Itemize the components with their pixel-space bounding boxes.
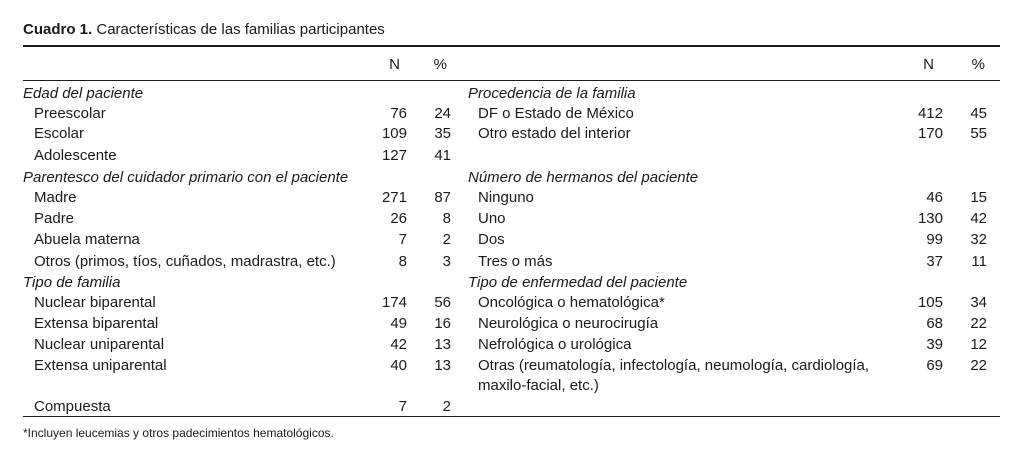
row-label: Padre	[34, 210, 75, 227]
row-percent: 22	[970, 357, 987, 374]
row-label: Otras (reumatología, infectología, neumología, cardiología, maxilo-facial, etc.)	[478, 357, 870, 394]
row-count: 271	[381, 189, 407, 206]
row-count: 26	[390, 210, 407, 227]
row-percent: 13	[434, 357, 451, 374]
row-label: Madre	[34, 189, 77, 206]
category-heading: Edad del paciente	[23, 85, 144, 102]
row-label: Extensa uniparental	[34, 357, 167, 374]
row-percent: 42	[970, 210, 987, 227]
row-count: 37	[926, 253, 943, 270]
row-label: Nuclear uniparental	[34, 336, 165, 353]
row-label: DF o Estado de México	[478, 105, 634, 122]
row-percent: 35	[434, 125, 451, 142]
header-rule	[23, 80, 1000, 81]
category-heading: Procedencia de la familia	[468, 85, 636, 102]
row-percent: 11	[971, 253, 987, 270]
row-label: Escolar	[34, 125, 85, 142]
row-percent: 45	[970, 105, 987, 122]
row-label: Uno	[478, 210, 506, 227]
row-label: Nefrológica o urológica	[478, 336, 632, 353]
category-heading: Número de hermanos del paciente	[468, 169, 699, 186]
row-count: 105	[917, 294, 943, 311]
row-count: 412	[917, 105, 943, 122]
row-count: 68	[926, 315, 943, 332]
row-percent: 15	[970, 189, 987, 206]
row-label: Nuclear biparental	[34, 294, 156, 311]
row-percent: 34	[970, 294, 987, 311]
row-count: 42	[390, 336, 407, 353]
row-percent: 3	[442, 253, 451, 270]
row-percent: 22	[970, 315, 987, 332]
category-heading: Tipo de enfermedad del paciente	[468, 274, 688, 291]
row-percent: 2	[442, 231, 451, 248]
column-header-pct-left: %	[433, 56, 447, 73]
row-label: Oncológica o hematológica*	[478, 294, 665, 311]
row-percent: 12	[970, 336, 987, 353]
row-count: 127	[381, 147, 407, 164]
row-percent: 55	[970, 125, 987, 142]
row-percent: 16	[434, 315, 451, 332]
row-count: 174	[381, 294, 407, 311]
row-count: 49	[390, 315, 407, 332]
top-rule	[23, 45, 1000, 47]
row-count: 8	[398, 253, 407, 270]
bottom-rule	[23, 416, 1000, 417]
row-percent: 2	[442, 398, 451, 415]
row-label: Abuela materna	[34, 231, 140, 248]
category-heading: Parentesco del cuidador primario con el paciente	[23, 169, 349, 186]
row-count: 69	[926, 357, 943, 374]
row-percent: 8	[442, 210, 451, 227]
row-label: Adolescente	[34, 147, 117, 164]
row-percent: 56	[434, 294, 451, 311]
row-label: Otros (primos, tíos, cuñados, madrastra, etc.)	[34, 253, 336, 270]
row-count: 109	[381, 125, 407, 142]
row-percent: 87	[434, 189, 451, 206]
category-heading: Tipo de familia	[23, 274, 121, 291]
row-label: Otro estado del interior	[478, 125, 631, 142]
row-label: Tres o más	[478, 253, 553, 270]
row-label: Ninguno	[478, 189, 534, 206]
row-count: 40	[390, 357, 407, 374]
row-count: 46	[926, 189, 943, 206]
row-label: Preescolar	[34, 105, 106, 122]
column-header-n-left: N	[389, 56, 400, 73]
row-label: Extensa biparental	[34, 315, 159, 332]
footnote: *Incluyen leucemias y otros padecimientos hematológicos.	[23, 426, 334, 440]
row-count: 7	[398, 231, 407, 248]
row-label: Dos	[478, 231, 505, 248]
row-percent: 24	[434, 105, 451, 122]
column-header-pct-right: %	[971, 56, 985, 73]
row-count: 99	[926, 231, 943, 248]
row-count: 7	[398, 398, 407, 415]
row-label: Neurológica o neurocirugía	[478, 315, 659, 332]
table-title-number: Cuadro 1.	[23, 21, 93, 38]
row-count: 170	[917, 125, 943, 142]
row-count: 130	[917, 210, 943, 227]
row-count: 76	[390, 105, 407, 122]
table-title	[23, 20, 385, 40]
table-title-text: Características de las familias participantes	[92, 21, 385, 38]
row-percent: 13	[434, 336, 451, 353]
row-percent: 41	[434, 147, 451, 164]
column-header-n-right: N	[923, 56, 934, 73]
row-count: 39	[926, 336, 943, 353]
row-percent: 32	[970, 231, 987, 248]
row-label: Compuesta	[34, 398, 111, 415]
